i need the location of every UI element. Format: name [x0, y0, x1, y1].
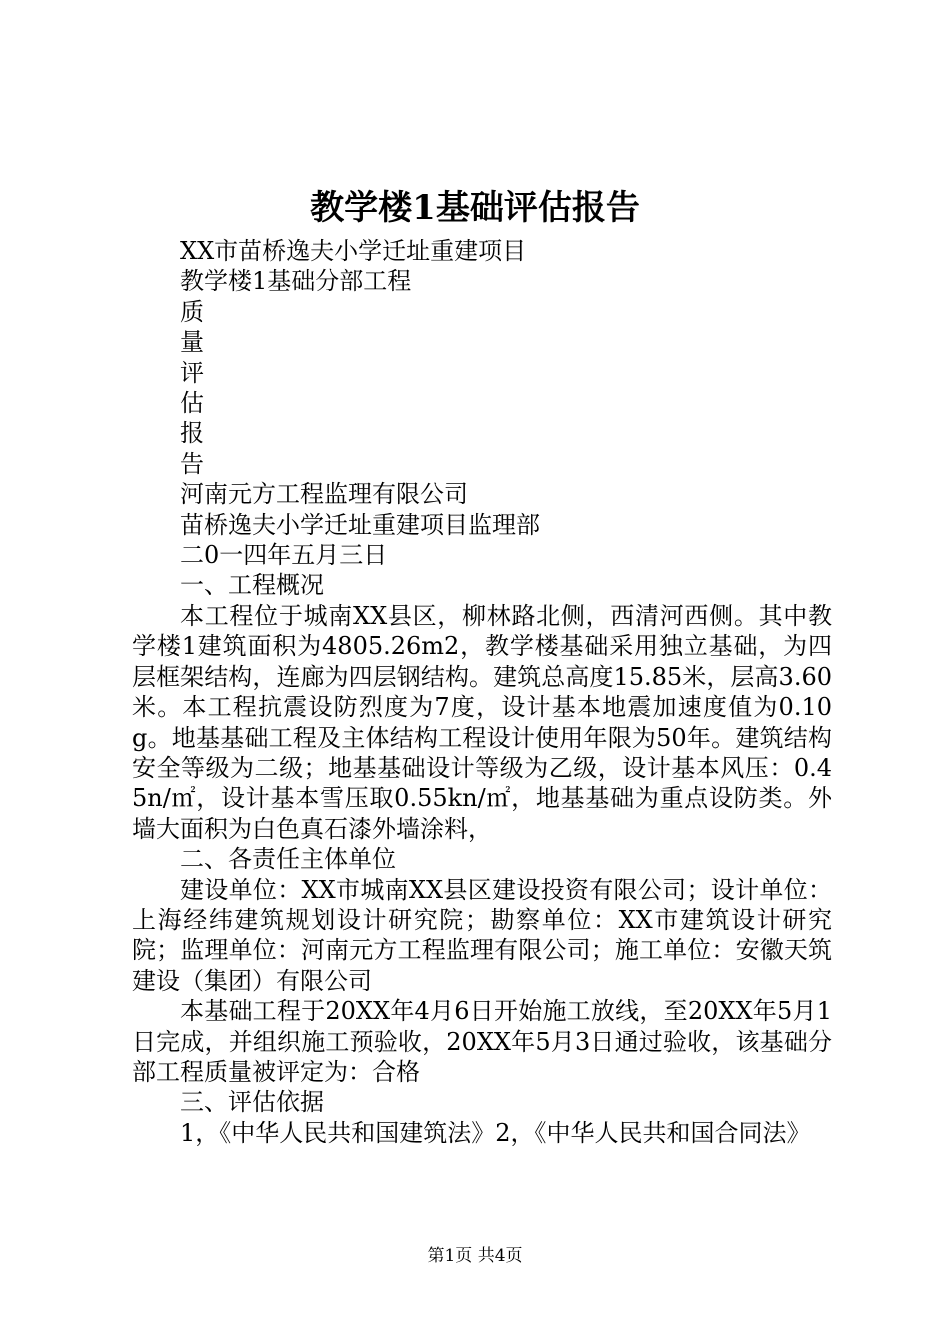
vertical-char: 估	[180, 389, 204, 418]
vertical-char: 量	[180, 328, 204, 357]
vertical-char: 评	[180, 358, 204, 387]
department-name: 苗桥逸夫小学迁址重建项目监理部	[180, 510, 540, 539]
subproject-name: 教学楼1基础分部工程	[180, 267, 412, 296]
page-footer: 第1页 共4页	[427, 1246, 523, 1266]
section-paragraph: 本基础工程于20XX年4月6日开始施工放线，至20XX年5月1日完成，并组织施工预验收，20XX年5月3日通过验收，该基础分部工程质量被评定为：合格	[132, 997, 832, 1086]
vertical-char: 告	[180, 449, 204, 478]
section-paragraph: 建设单位：XX市城南XX县区建设投资有限公司；设计单位：上海经纬建筑规划设计研究院；勘察单位：XX市建筑设计研究院；监理单位：河南元方工程监理有限公司；施工单位：安徽天筑建设（集团）有限公司	[132, 875, 832, 995]
section-paragraph: 本工程位于城南XX县区，柳林路北侧，西清河西侧。其中教学楼1建筑面积为4805.26m2，教学楼基础采用独立基础，为四层框架结构，连廊为四层钢结构。建筑总高度15.85米，层高3.60米。本工程抗震设防烈度为7度，设计基本地震加速度值为0.10g。地基基础工程及主体结构工程设计使用年限为50年。建筑结构安全等级为二级；地基基础设计等级为乙级，设计基本风压：0.45n/㎡，设计基本雪压取0.55kn/㎡，地基基础为重点设防类。外墙大面积为白色真石漆外墙涂料，	[132, 601, 832, 843]
company-name: 河南元方工程监理有限公司	[180, 480, 468, 509]
section-heading: 一、工程概况	[180, 571, 324, 600]
report-date: 二0一四年五月三日	[180, 541, 388, 570]
document-title: 教学楼1基础评估报告	[310, 188, 640, 228]
section-heading: 二、各责任主体单位	[180, 845, 396, 874]
document-body	[132, 236, 832, 1148]
project-name: XX市苗桥逸夫小学迁址重建项目	[180, 237, 527, 265]
vertical-char: 质	[180, 297, 204, 326]
section-paragraph: 1，《中华人民共和国建筑法》2，《中华人民共和国合同法》	[180, 1118, 811, 1147]
vertical-char: 报	[180, 419, 204, 448]
section-heading: 三、评估依据	[180, 1088, 324, 1117]
